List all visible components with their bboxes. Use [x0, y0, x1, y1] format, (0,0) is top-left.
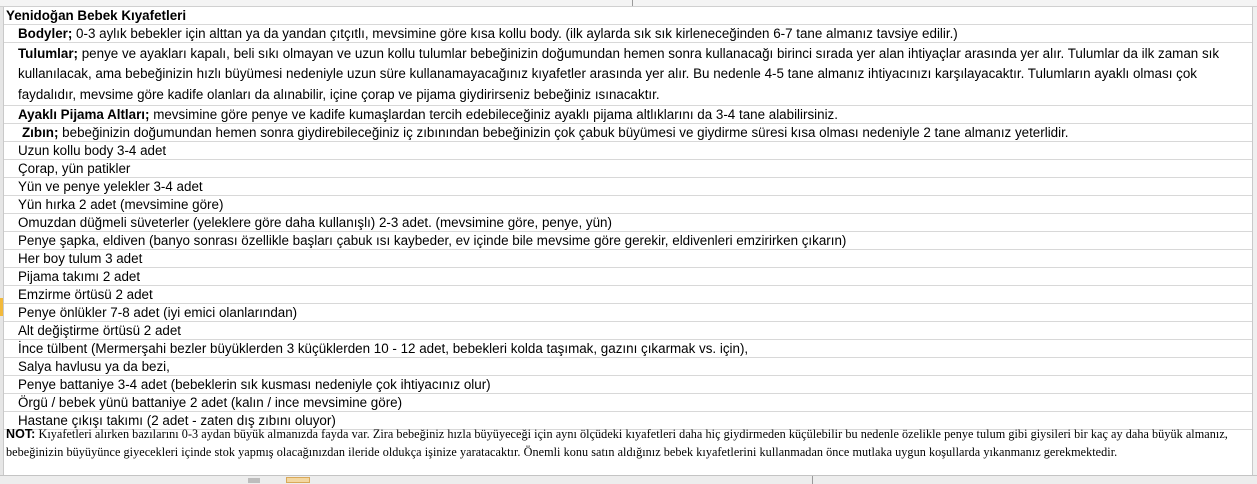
note-text: Kıyafetleri alırken bazılarını 0-3 aydan büyük almanızda fayda var. Zira bebeğiniz hızla büyüyeceği için aynı ölçüdeki kıyafetleri daha hiç giydirmeden küçülebilir bu nedenle özelikle penye tulum gibi giysileri bir kaç ay daha büyük almanız, bebeğinizin büyüyünce giyecekleri içinde stok yapmış olacağınızdan ileride oldukça işinize yaratacaktır. Önemli konu satın aldığınız bebek kıyafetlerini kullanmadan önce mutlaka uygun koşullarda yıkanmanız gerekmektedir. [6, 427, 1228, 459]
list-item[interactable]: Hastane çıkışı takımı (2 adet - zaten dış zıbını oluyor) [4, 412, 1252, 430]
spreadsheet-grid [0, 7, 1257, 475]
tulumlar-text: penye ve ayakları kapalı, beli sıkı olmayan ve uzun kollu tulumlar bebeğinizin doğumundan hemen sonra kullanacağı birinci sırada yer alan ihtiyaçlar arasında yer alır. Tulumlar da ilk zaman sık kullanılacak, ama bebeğinizin hızlı büyümesi nedeniyle uzun süre kullanamayacağınız kıyafetler arasında yer alır. Bu nedenle 4-5 tane almanız ihtiyacınızı karşılayacaktır. Tulumların ayaklı olması çok faydalıdır, mevsime göre kadife olanları da alınabilir, içine çorap ve pijama giydirirseniz bebeğiniz ısınacaktır. [18, 46, 1220, 102]
list-item[interactable]: Çorap, yün patikler [4, 160, 1252, 178]
sheet-nav-button[interactable] [248, 478, 260, 483]
sheet-tab[interactable] [286, 477, 310, 483]
cell-ayakli-pijama[interactable] [4, 106, 1252, 124]
vertical-scrollbar[interactable] [1252, 7, 1257, 475]
document-title[interactable]: Yenidoğan Bebek Kıyafetleri [4, 7, 1252, 25]
note-label: NOT: [6, 427, 36, 441]
column-header-strip [0, 0, 1257, 7]
bodyler-text: 0-3 aylık bebekler için alttan ya da yandan çıtçıtlı, mevsimine göre kısa kollu body. (ilk aylarda sık sık kirleneceğinden 6-7 tane almanız tavsiye edilir.) [72, 26, 958, 41]
cell-tulumlar[interactable] [4, 43, 1252, 106]
zibin-label: Zıbın; [22, 125, 59, 140]
list-item[interactable]: İnce tülbent (Mermerşahi bezler büyüklerden 3 küçüklerden 10 - 12 adet, bebekleri kolda taşımak, gazını çıkarmak vs. için), [4, 340, 1252, 358]
list-item[interactable]: Alt değiştirme örtüsü 2 adet [4, 322, 1252, 340]
list-item[interactable]: Salya havlusu ya da bezi, [4, 358, 1252, 376]
list-item[interactable]: Yün ve penye yelekler 3-4 adet [4, 178, 1252, 196]
cell-note[interactable] [4, 425, 1249, 475]
list-item[interactable]: Pijama takımı 2 adet [4, 268, 1252, 286]
zibin-text: bebeğinizin doğumundan hemen sonra giydirebileceğiniz iç zıbınından bebeğinizin çok çabuk büyümesi ve giydirme süresi kısa olması nedeniyle 2 tane almanız yeterlidir. [58, 125, 1069, 140]
tulumlar-label: Tulumlar; [18, 46, 79, 61]
list-item[interactable]: Yün hırka 2 adet (mevsimine göre) [4, 196, 1252, 214]
list-item[interactable]: Örgü / bebek yünü battaniye 2 adet (kalın / ince mevsimine göre) [4, 394, 1252, 412]
list-item[interactable]: Penye battaniye 3-4 adet (bebeklerin sık kusması nedeniyle çok ihtiyacınız olur) [4, 376, 1252, 394]
list-item[interactable]: Penye şapka, eldiven (banyo sonrası özellikle başları çabuk ısı kaybeder, ev içinde bile mevsime göre gerekir, eldivenleri emzirirken çıkarın) [4, 232, 1252, 250]
pijama-label: Ayaklı Pijama Altları; [18, 107, 150, 122]
pijama-text: mevsimine göre penye ve kadife kumaşlardan tercih edebileceğiniz ayaklı pijama altlıklarını da 3-4 tane alabilirsiniz. [149, 107, 838, 122]
list-item[interactable]: Penye önlükler 7-8 adet (iyi emici olanlarından) [4, 304, 1252, 322]
list-item[interactable]: Emzirme örtüsü 2 adet [4, 286, 1252, 304]
bodyler-label: Bodyler; [18, 26, 73, 41]
cell-bodyler[interactable] [4, 25, 1252, 43]
column-divider [632, 0, 633, 6]
cell-zibin[interactable] [4, 124, 1252, 142]
list-item[interactable]: Omuzdan düğmeli süveterler (yeleklere göre daha kullanışlı) 2-3 adet. (mevsimine göre, penye, yün) [4, 214, 1252, 232]
list-item[interactable]: Uzun kollu body 3-4 adet [4, 142, 1252, 160]
list-item[interactable]: Her boy tulum 3 adet [4, 250, 1252, 268]
selected-row-marker [0, 298, 3, 316]
